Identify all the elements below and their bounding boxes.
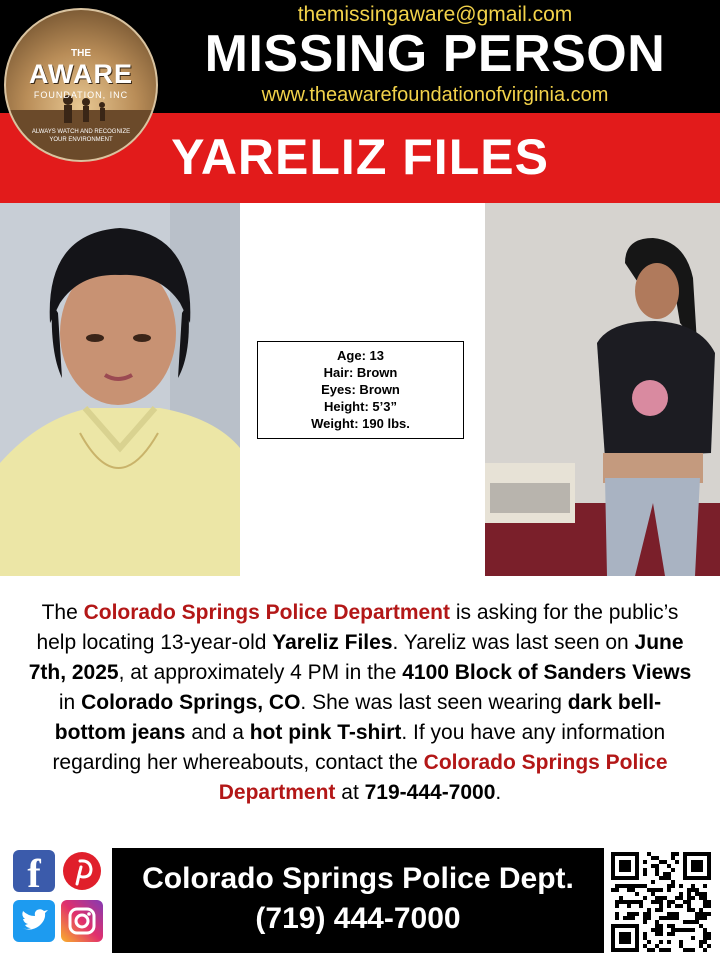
person-name-inline: Yareliz Files [272,631,393,654]
full-body-figure-icon [485,203,720,576]
qr-code[interactable] [611,852,711,952]
description-paragraph [24,598,696,808]
facebook-icon[interactable]: f [13,850,55,892]
detail-hair: Hair: Brown [323,365,398,380]
poster-title: MISSING PERSON [204,25,666,83]
person-name: YARELIZ FILES [171,129,549,185]
instagram-icon[interactable] [61,900,103,942]
instagram-camera-glyph [61,900,103,942]
banner-department: Colorado Springs Police Dept. [142,862,574,895]
pinterest-icon[interactable] [61,850,103,892]
contact-banner [112,848,604,953]
photo-full-body [485,203,720,576]
text-segment: and a [185,721,250,744]
website-url: www.theawarefoundationofvirginia.com [261,84,609,106]
aware-foundation-logo [4,8,158,162]
text-segment: is asking for the public’s help locating 13-year-old [36,601,679,654]
logo-motto: ALWAYS WATCH AND RECOGNIZE YOUR ENVIRONMENT [31,129,131,143]
detail-eyes: Eyes: Brown [321,382,400,397]
pinterest-glyph [61,850,103,892]
text-segment: , at approximately 4 PM in the [118,661,403,684]
logo-foundation: FOUNDATION, INC [33,90,129,100]
details-box [257,341,464,439]
agency-name: Colorado Springs Police Department [83,601,451,624]
logo-the: THE [71,48,91,59]
banner-phone[interactable]: (719) 444-7000 [255,902,461,935]
last-seen-location: 4100 Block of Sanders Views [402,661,692,684]
clothing-jeans: dark bell-bottom jeans [54,691,662,744]
logo-aware: AWARE [28,59,133,89]
contact-phone-inline: 719-444-7000 [364,781,496,804]
last-seen-date: June 7th, 2025 [28,631,684,684]
photo-portrait [0,203,240,576]
portrait-figure-icon [0,203,240,576]
twitter-icon[interactable] [13,900,55,942]
text-segment: in [58,691,82,714]
text-segment: The [41,601,84,624]
detail-height: Height: 5’3” [324,399,397,414]
text-segment: at [335,781,365,804]
agency-name-contact: Colorado Springs Police Department [218,751,668,804]
text-segment: . [495,781,502,804]
text-segment: . Yareliz was last seen on [392,631,635,654]
last-seen-city: Colorado Springs, CO [81,691,301,714]
qr-code-icon [611,852,711,952]
detail-age: Age: 13 [337,348,384,363]
text-segment: . If you have any information regarding her whereabouts, contact the [52,721,666,774]
detail-weight: Weight: 190 lbs. [311,416,410,431]
clothing-shirt: hot pink T-shirt [249,721,402,744]
social-icons [13,850,105,948]
twitter-bird-glyph [13,900,55,942]
contact-email: themissingaware@gmail.com [297,3,573,26]
text-segment: . She was last seen wearing [300,691,568,714]
